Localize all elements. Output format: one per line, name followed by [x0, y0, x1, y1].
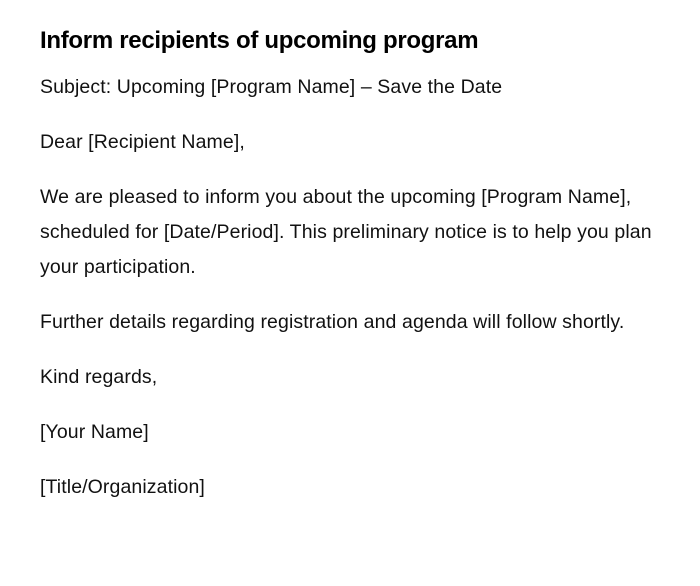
document-title: Inform recipients of upcoming program	[40, 27, 479, 54]
email-subject: Subject: Upcoming [Program Name] – Save the Date	[40, 76, 503, 98]
email-paragraph-details: Further details regarding registration and agenda will follow shortly.	[40, 311, 625, 333]
email-paragraph-intro: We are pleased to inform you about the upcoming [Program Name], scheduled for [Date/Period]. This preliminary notice is to help you plan your participation.	[40, 186, 652, 278]
signature-name: [Your Name]	[40, 421, 149, 443]
email-greeting: Dear [Recipient Name],	[40, 131, 245, 153]
signature-title: [Title/Organization]	[40, 476, 205, 498]
email-closing: Kind regards,	[40, 366, 158, 388]
